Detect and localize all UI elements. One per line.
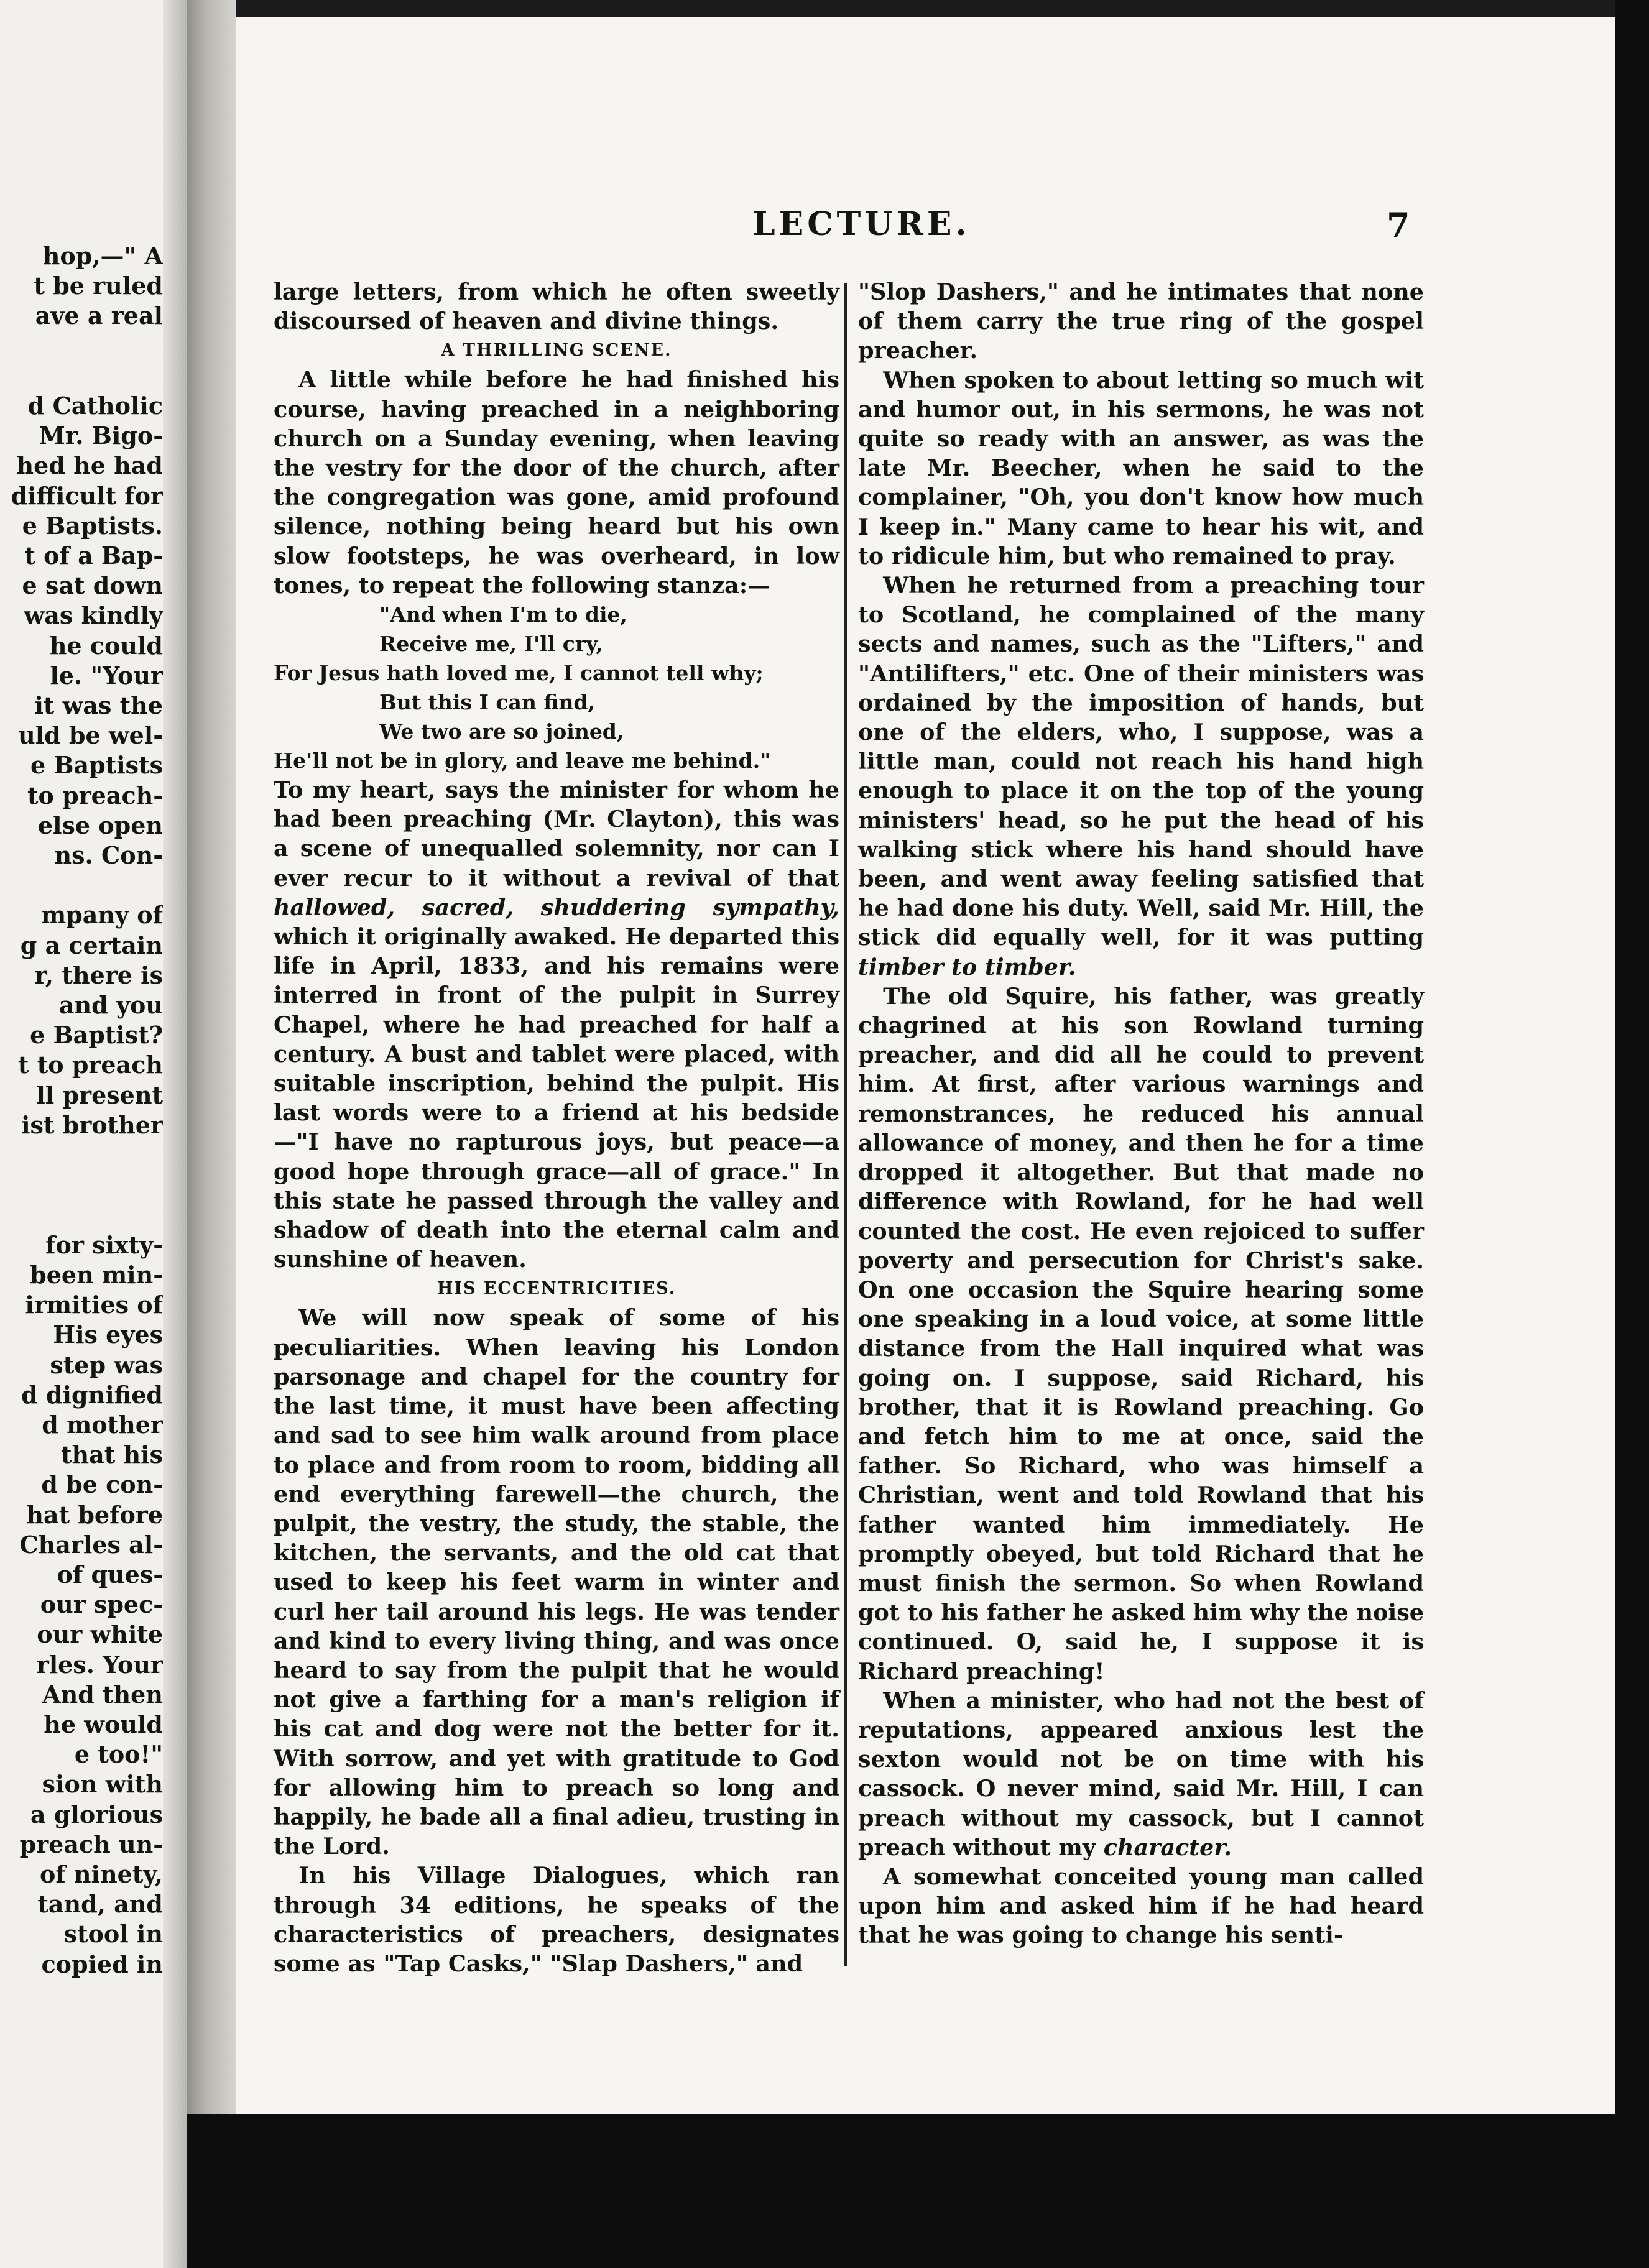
previous-page-line: His eyes [53, 1321, 163, 1349]
previous-page-line: and you [58, 991, 163, 1020]
paragraph: We will now speak of some of his peculiarities. When leaving his London parsonage and chapel for the country for the last time, it must have been affecting and sad to see him walk around from place to place and from room to room, bidding all end everything farewell—the church, the pulpit, the vestry, the study, the stable, the kitchen, the servants, and the old cat that used to keep his feet warm in winter and curl her tail around his legs. He was tender and kind to every living thing, and was once heard to say from the pulpit that he would not give a farthing for a man's religion if his cat and dog were not the better for it. With sorrow, and yet with gratitude to God for allowing him to preach so long and happily, he bade all a final adieu, trusting in the Lord. [274, 1304, 839, 1860]
emphasis: character. [1103, 1833, 1232, 1861]
previous-page-line: mpany of [40, 901, 163, 929]
previous-page-line: d dignified [21, 1380, 163, 1409]
previous-page-line: that his [60, 1441, 163, 1469]
verse-line: "And when I'm to die, [379, 602, 628, 627]
previous-page-line: been min- [30, 1260, 163, 1289]
previous-page-line: e sat down [22, 571, 163, 600]
page-edge-shadow [163, 0, 187, 2268]
previous-page-line: he could [49, 631, 163, 660]
previous-page-line: ns. Con- [54, 841, 163, 870]
previous-page-line: t be ruled [34, 272, 163, 300]
previous-page-line: for sixty- [45, 1230, 163, 1259]
previous-page-line: copied in [41, 1950, 163, 1978]
previous-page-line: of ques- [57, 1560, 163, 1588]
previous-page-line: hop,—" A [42, 242, 163, 270]
emphasis: timber to timber. [858, 953, 1076, 980]
previous-page-line: Mr. Bigo- [39, 422, 163, 450]
previous-page-line: e Baptist? [30, 1021, 163, 1049]
previous-page-line: our white [37, 1620, 163, 1649]
paragraph: In his Village Dialogues, which ran through 34 editions, he speaks of the characteristics of preachers, designates some as "Tap Casks," "Slap Dashers," and [274, 1862, 839, 1977]
previous-page-line: irmities of [25, 1291, 163, 1319]
previous-page-line: difficult for [11, 481, 163, 510]
verse-line: But this I can find, [379, 690, 595, 715]
previous-page-line: e Baptists. [22, 511, 163, 540]
previous-page-line: t of a Bap- [24, 542, 163, 570]
previous-page-line: of ninety, [39, 1860, 163, 1888]
previous-page-line: d be con- [41, 1470, 163, 1499]
previous-page [0, 0, 187, 2268]
previous-page-line: sion with [42, 1770, 163, 1799]
previous-page-line: it was the [34, 691, 163, 720]
previous-page-line: tand, and [37, 1890, 163, 1919]
previous-page-line: else open [37, 811, 163, 839]
previous-page-line: hed he had [16, 451, 163, 480]
verse-line: He'll not be in glory, and leave me behind." [274, 749, 771, 773]
paragraph: A somewhat conceited young man called upon him and asked him if he had heard that he was going to change his senti- [858, 1863, 1424, 1949]
paragraph: large letters, from which he often sweetly discoursed of heaven and divine things. [274, 279, 839, 335]
current-page [236, 17, 1615, 2114]
previous-page-line: to preach- [27, 781, 163, 809]
previous-page-line: ave a real [35, 302, 163, 330]
paragraph: To my heart, says the minister for whom he had been preaching (Mr. Clayton), this was a scene of unequalled solemnity, nor can I ever recur to it without a revival of that hallowed, sacred, shuddering sympathy, which it originally awaked. He departed this life in April, 1833, and his remains were interred in front of the pulpit in Surrey Chapel, where he had preached for half a century. A bust and tablet were placed, with suitable inscription, behind the pulpit. His last words were to a friend at his bedside—"I have no rapturous joys, but peace—a good hope through grace—all of grace." In this state he passed through the valley and shadow of death into the eternal calm and sunshine of heaven. [274, 777, 839, 1273]
previous-page-line: ist brother [21, 1110, 163, 1139]
previous-page-line: a glorious [30, 1800, 163, 1828]
previous-page-line: g a certain [20, 931, 163, 959]
section-heading: A THRILLING SCENE. [441, 341, 672, 361]
left-column [274, 277, 839, 1978]
previous-page-line: our spec- [40, 1590, 163, 1619]
verse-line: Receive me, I'll cry, [379, 632, 603, 657]
previous-page-line: d mother [42, 1410, 163, 1439]
paragraph: The old Squire, his father, was greatly chagrined at his son Rowland turning preacher, and did all he could to prevent him. At first, after various warnings and remonstrances, he reduced his annual allowance of money, and then he for a time dropped it altogether. But that made no difference with Rowland, for he had well counted the cost. He even rejoiced to suffer poverty and persecution for Christ's sake. On one occasion the Squire hearing some one speaking in a loud voice, at some little distance from the Hall inquired what was going on. I suppose, said Richard, his brother, that it is Rowland preaching. Go and fetch him to me at once, said the father. So Richard, who was himself a Christian, went and told Rowland that his father wanted him immediately. He promptly obeyed, but told Richard that he must finish the sermon. So when Rowland got to his father he asked him why the noise continued. O, said he, I suppose it is Richard preaching! [858, 982, 1424, 1685]
page-number: 7 [1387, 205, 1410, 245]
verse-line: For Jesus hath loved me, I cannot tell why; [274, 661, 764, 686]
previous-page-line [0, 361, 163, 391]
scan-border-right [1615, 0, 1649, 2114]
previous-page-line [0, 1140, 163, 1170]
previous-page-line: step was [50, 1350, 163, 1379]
previous-page-line: e Baptists [30, 751, 163, 780]
previous-page-line: he would [44, 1710, 163, 1738]
previous-page-line: And then [42, 1680, 163, 1708]
section-heading: HIS ECCENTRICITIES. [436, 1279, 677, 1299]
previous-page-line: hat before [26, 1500, 163, 1529]
previous-page-line: r, there is [34, 961, 163, 989]
previous-page-line: preach un- [19, 1830, 163, 1858]
previous-page-line: stool in [63, 1920, 163, 1948]
column-rule [844, 284, 847, 1966]
previous-page-line: Charles al- [19, 1530, 163, 1559]
previous-page-line [0, 331, 163, 361]
previous-page-line: was kindly [24, 601, 163, 630]
previous-page-line: t to preach [17, 1051, 163, 1079]
running-head [236, 205, 1615, 245]
page-title: LECTURE. [752, 205, 971, 243]
previous-page-line: d Catholic [27, 392, 163, 420]
paragraph: When a minister, who had not the best of reputations, appeared anxious lest the sexton would not be on time with his cassock. O never mind, said Mr. Hill, I can preach without my cassock, but I cannot preach without my character. [858, 1687, 1424, 1861]
scan-border-bottom [187, 2114, 1649, 2268]
emphasis: hallowed, sacred, shuddering sympathy, [274, 893, 839, 921]
paragraph: When spoken to about letting so much wit and humor out, in his sermons, he was not quite so ready with an answer, as was the late Mr. Beecher, when he said to the complainer, "Oh, you don't know how much I keep in." Many came to hear his wit, and to ridicule him, but who remained to pray. [858, 366, 1424, 569]
paragraph: When he returned from a preaching tour to Scotland, he complained of the many sects and names, such as the "Lifters," and "Antilifters," etc. One of their ministers was ordained by the imposition of hands, but one of the elders, who, I suppose, was a little man, could not reach his hand high enough to place it on the top of the young ministers' head, so he put the head of his walking stick where his hand should have been, and went away feeling satisfied that he had done his duty. Well, said Mr. Hill, the stick did equally well, for it was putting timber to timber. [858, 572, 1424, 980]
previous-page-line [0, 870, 163, 900]
previous-page-line [0, 1170, 163, 1200]
previous-page-line [0, 1201, 163, 1230]
previous-page-text [0, 241, 163, 1980]
verse-line: We two are so joined, [379, 719, 624, 744]
previous-page-line: ll present [36, 1081, 163, 1109]
paragraph: "Slop Dashers," and he intimates that none of them carry the true ring of the gospel preacher. [858, 279, 1424, 364]
binding-gutter [187, 0, 236, 2268]
paragraph: A little while before he had finished his course, having preached in a neighboring church on a Sunday evening, when leaving the vestry for the door of the church, after the congregation was gone, amid profound silence, nothing being heard but his own slow footsteps, he was overheard, in low tones, to repeat the following stanza:— [274, 366, 839, 599]
previous-page-line: rles. Your [36, 1650, 163, 1679]
previous-page-line: uld be wel- [18, 721, 163, 750]
right-column [858, 277, 1424, 1950]
previous-page-line: e too!" [74, 1740, 163, 1769]
previous-page-line: le. "Your [50, 661, 163, 689]
